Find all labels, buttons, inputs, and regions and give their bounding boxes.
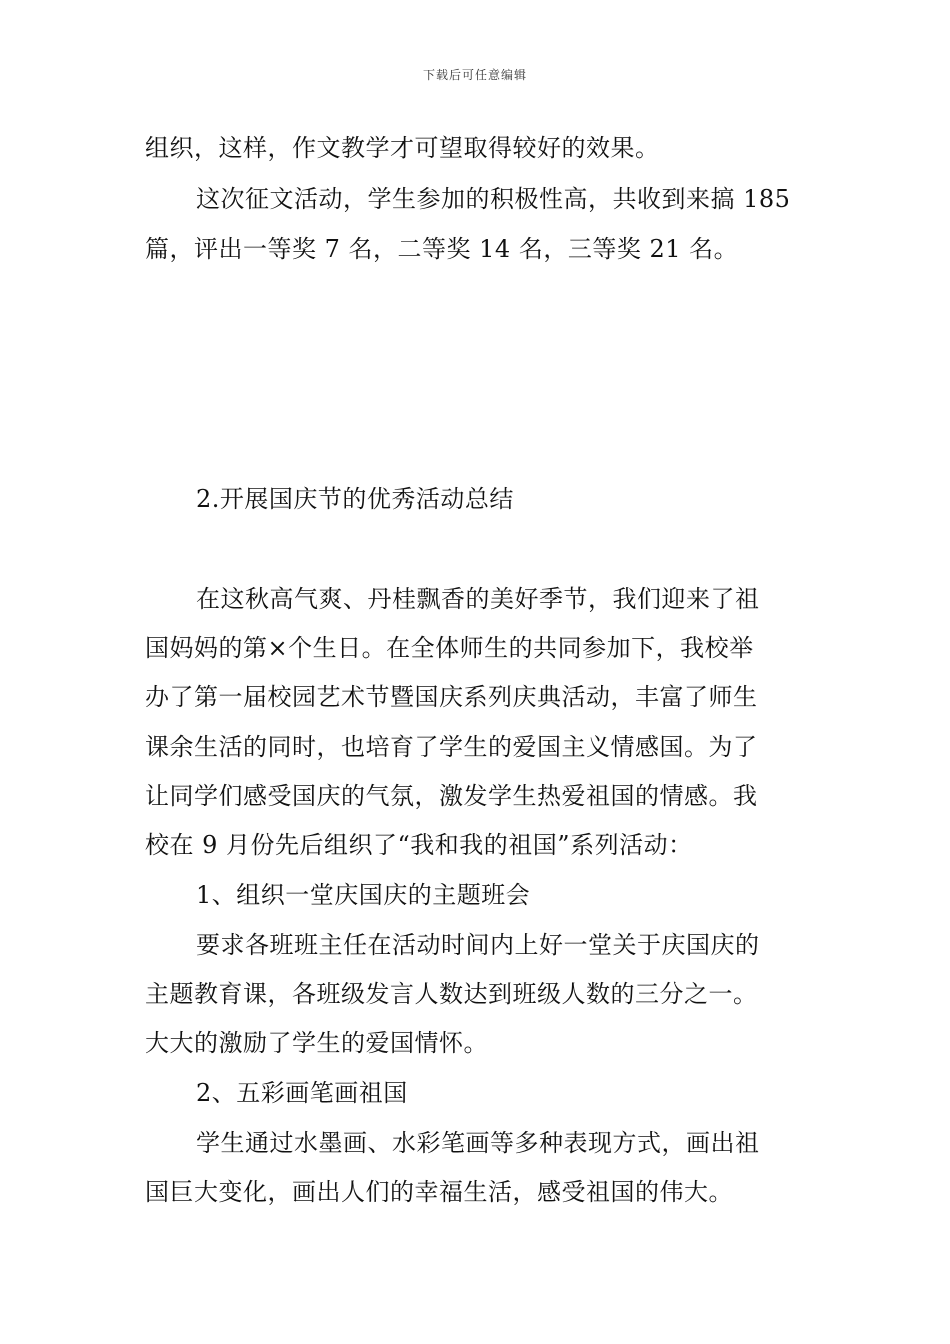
paragraph-line: 办了第一届校园艺术节暨国庆系列庆典活动，丰富了师生 — [145, 683, 758, 711]
page-header: 下载后可任意编辑 — [422, 68, 527, 82]
paragraph-line: 组织，这样，作文教学才可望取得较好的效果。 — [145, 134, 660, 162]
paragraph-line: 这次征文活动，学生参加的积极性高，共收到来搞 185 — [196, 185, 791, 213]
paragraph-line: 国妈妈的第×个生日。在全体师生的共同参加下，我校举 — [145, 634, 754, 662]
paragraph-line: 国巨大变化，画出人们的幸福生活，感受祖国的伟大。 — [145, 1178, 733, 1206]
subheading: 2、五彩画笔画祖国 — [196, 1079, 408, 1107]
paragraph-line: 主题教育课，各班级发言人数达到班级人数的三分之一。 — [145, 980, 758, 1008]
paragraph-line: 让同学们感受国庆的气氛，激发学生热爱祖国的情感。我 — [145, 782, 758, 810]
paragraph-line: 校在 9 月份先后组织了“我和我的祖国”系列活动： — [145, 831, 693, 859]
paragraph-line: 课余生活的同时，也培育了学生的爱国主义情感国。为了 — [145, 733, 758, 761]
paragraph-line: 在这秋高气爽、丹桂飘香的美好季节，我们迎来了祖 — [196, 585, 760, 613]
paragraph-line: 要求各班班主任在活动时间内上好一堂关于庆国庆的 — [196, 931, 760, 959]
paragraph-line: 大大的激励了学生的爱国情怀。 — [145, 1029, 488, 1057]
paragraph-line: 学生通过水墨画、水彩笔画等多种表现方式，画出祖 — [196, 1129, 760, 1157]
paragraph-line: 篇，评出一等奖 7 名，二等奖 14 名，三等奖 21 名。 — [145, 235, 739, 263]
subheading: 1、组织一堂庆国庆的主题班会 — [196, 881, 531, 909]
section-heading: 2.开展国庆节的优秀活动总结 — [196, 485, 514, 513]
